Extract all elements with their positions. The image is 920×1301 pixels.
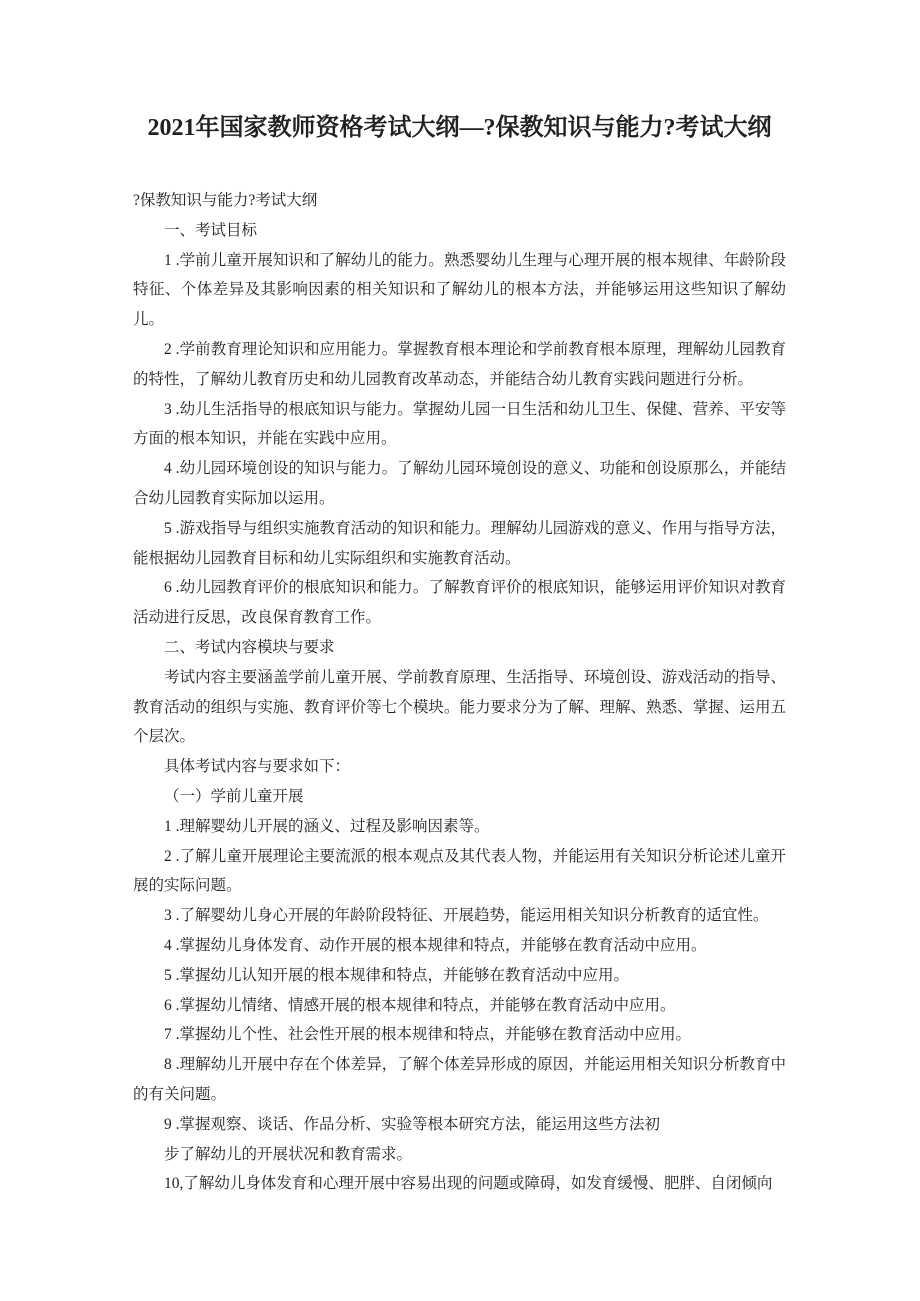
paragraph: 7 .掌握幼儿个性、社会性开展的根本规律和特点，并能够在教育活动中应用。: [164, 1026, 692, 1044]
document-body: [133, 216, 786, 1199]
paragraph: （一）学前儿童开展: [164, 787, 304, 805]
paragraph: 8 .理解幼儿开展中存在个体差异，了解个体差异形成的原因，并能运用相关知识分析教育中的有关问题。: [133, 1056, 786, 1103]
document-subtitle: ?保教知识与能力?考试大纲: [133, 192, 318, 209]
paragraph: 10,了解幼儿身体发育和心理开展中容易出现的问题或障碍，如发育缓慢、肥胖、自闭倾向: [164, 1175, 773, 1193]
paragraph: 9 .掌握观察、谈话、作品分析、实验等根本研究方法，能运用这些方法初: [164, 1115, 661, 1133]
paragraph: 6 .掌握幼儿情绪、情感开展的根本规律和特点，并能够在教育活动中应用。: [164, 996, 676, 1014]
paragraph: 3 .幼儿生活指导的根底知识与能力。掌握幼儿园一日生活和幼儿卫生、保健、营养、平安等方面的根本知识，并能在实践中应用。: [133, 400, 786, 448]
paragraph: 1 .理解婴幼儿开展的涵义、过程及影响因素等。: [164, 817, 490, 835]
paragraph: 5 .掌握幼儿认知开展的根本规律和特点，并能够在教育活动中应用。: [164, 966, 630, 984]
paragraph: 3 .了解婴幼儿身心开展的年龄阶段特征、开展趋势，能运用相关知识分析教育的适宜性。: [164, 907, 769, 925]
paragraph: 2 .了解儿童开展理论主要流派的根本观点及其代表人物，并能运用有关知识分析论述儿童开展的实际问题。: [133, 847, 786, 895]
paragraph: 具体考试内容与要求如下：: [164, 758, 351, 776]
paragraph: 6 .幼儿园教育评价的根底知识和能力。了解教育评价的根底知识，能够运用评价知识对教育活动进行反思，改良保育教育工作。: [133, 579, 786, 627]
paragraph: 5 .游戏指导与组织实施教育活动的知识和能力。理解幼儿园游戏的意义、作用与指导方法，能根据幼儿园教育目标和幼儿实际组织和实施教育活动。: [133, 519, 786, 567]
paragraph: 2 .学前教育理论知识和应用能力。掌握教育根本理论和学前教育根本原理，理解幼儿园教育的特性，了解幼儿教育历史和幼儿园教育改革动态，并能结合幼儿教育实践问题进行分析。: [133, 340, 786, 388]
paragraph: 4 .掌握幼儿身体发育、动作开展的根本规律和特点，并能够在教育活动中应用。: [164, 936, 707, 954]
paragraph: 一、考试目标: [164, 221, 258, 239]
paragraph: 二、考试内容模块与要求: [164, 638, 335, 656]
paragraph: 4 .幼儿园环境创设的知识与能力。了解幼儿园环境创设的意义、功能和创设原那么，并能结合幼儿园教育实际加以运用。: [133, 460, 786, 507]
paragraph: 考试内容主要涵盖学前儿童开展、学前教育原理、生活指导、环境创设、游戏活动的指导、教育活动的组织与实施、教育评价等七个模块。能力要求分为了解、理解、熟悉、掌握、运用五个层次。: [133, 668, 786, 746]
paragraph: 步了解幼儿的开展状况和教育需求。: [164, 1145, 413, 1163]
document-title: 2021年国家教师资格考试大纲—?保教知识与能力?考试大纲: [147, 115, 772, 141]
paragraph: 1 .学前儿童开展知识和了解幼儿的能力。熟悉婴幼儿生理与心理开展的根本规律、年龄阶段特征、个体差异及其影响因素的相关知识和了解幼儿的根本方法，并能够运用这些知识了解幼儿。: [133, 251, 786, 329]
